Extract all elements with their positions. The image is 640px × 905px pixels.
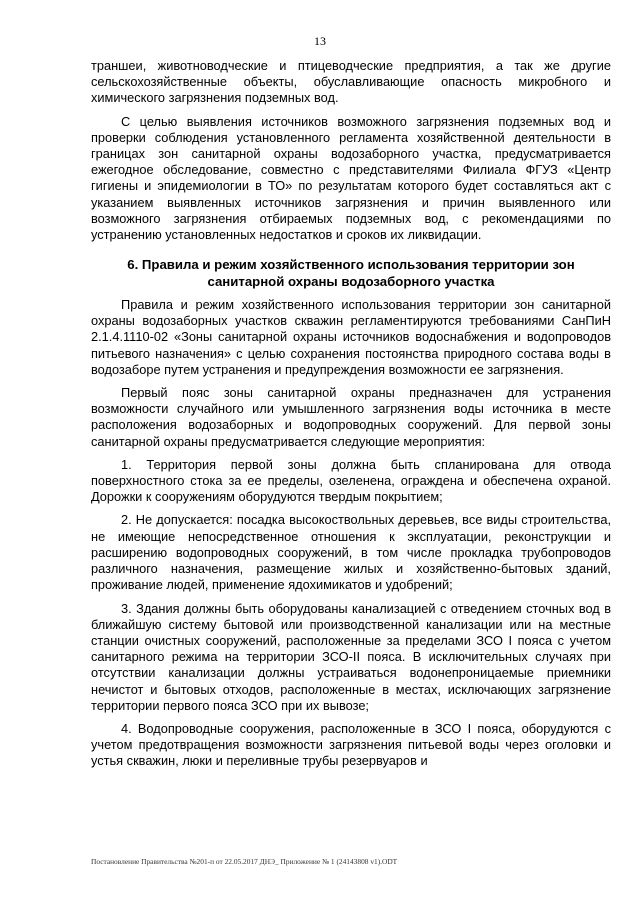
continuation-paragraph: траншеи, животноводческие и птицеводческие предприятия, а так же другие сельскохозяйственные объекты, обуславливающие опасность микробного и химического загрязнения подземных вод. xyxy=(91,58,611,106)
list-item-4: 4. Водопроводные сооружения, расположенные в ЗСО I пояса, оборудуются с учетом предотвращения возможности загрязнения питьевой воды через оголовки и устья скважин, люки и переливные трубы резервуаров и xyxy=(91,720,611,769)
section-heading: 6. Правила и режим хозяйственного использования территории зон санитарной охраны водозаборного участка xyxy=(127,257,575,289)
list-item-2: 2. Не допускается: посадка высокоствольных деревьев, все виды строительства, не имеющие непосредственное отношения к эксплуатации, реконструкции и расширению водопроводных сооружений, в том числе прокладка трубопроводов различного назначения, размещение жилых и хозяйственно-бытовых зданий, проживание людей, применение ядохимикатов и удобрений; xyxy=(91,512,611,593)
list-item-3: 3. Здания должны быть оборудованы канализацией с отведением сточных вод в ближайшую систему бытовой или производственной канализации или на местные станции очистных сооружений, расположенные за пределами ЗСО I пояса с учетом санитарного режима на территории ЗСО-II пояса. В исключительных случаях при отсутствии канализации должны устраиваться водонепроницаемые приемники нечистот и бытовых отходов, расположенные в местах, исключающих загрязнение территории первого пояса ЗСО при их вывозе; xyxy=(91,600,611,713)
rules-paragraph: Правила и режим хозяйственного использования территории зон санитарной охраны водозаборных участков скважин регламентируются требованиями СанПиН 2.1.4.1110-02 «Зоны санитарной охраны источников водоснабжения и водопроводов питьевого назначения» с целью сохранения постоянства природного состава воды в водозаборе путем устранения и предупреждения возможности ее загрязнения. xyxy=(91,297,611,377)
document-body xyxy=(91,58,611,770)
first-belt-paragraph: Первый пояс зоны санитарной охраны предназначен для устранения возможности случайного или умышленного загрязнения воды источника в месте расположения водозаборных и водопроводных сооружений. Для первой зоны санитарной охраны предусматривается следующие мероприятия: xyxy=(91,385,611,449)
page-number: 13 xyxy=(314,34,326,48)
list-item-1: 1. Территория первой зоны должна быть спланирована для отвода поверхностного стока за ее пределы, озеленена, ограждена и обеспечена охраной. Дорожки к сооружениям оборудуются твердым покрытием; xyxy=(91,456,611,505)
page-footer: Постановление Правительства №201-п от 22.05.2017 ДНЭ_ Приложение № 1 (24143808 v1).ODT xyxy=(91,857,398,866)
monitoring-paragraph: С целью выявления источников возможного загрязнения подземных вод и проверки соблюдения установленного регламента хозяйственной деятельности в границах зон санитарной охраны водозаборного участка, предусматривается ежегодное обследование, совместно с представителями Филиала ФГУЗ «Центр гигиены и эпидемиологии в ТО» по результатам которого будет составляться акт с указанием выявленных источников загрязнения и причин выявленного или возможного загрязнения отбираемых подземных вод, с рекомендациями по устранению установленных недостатков и сроков их ликвидации. xyxy=(91,113,611,243)
